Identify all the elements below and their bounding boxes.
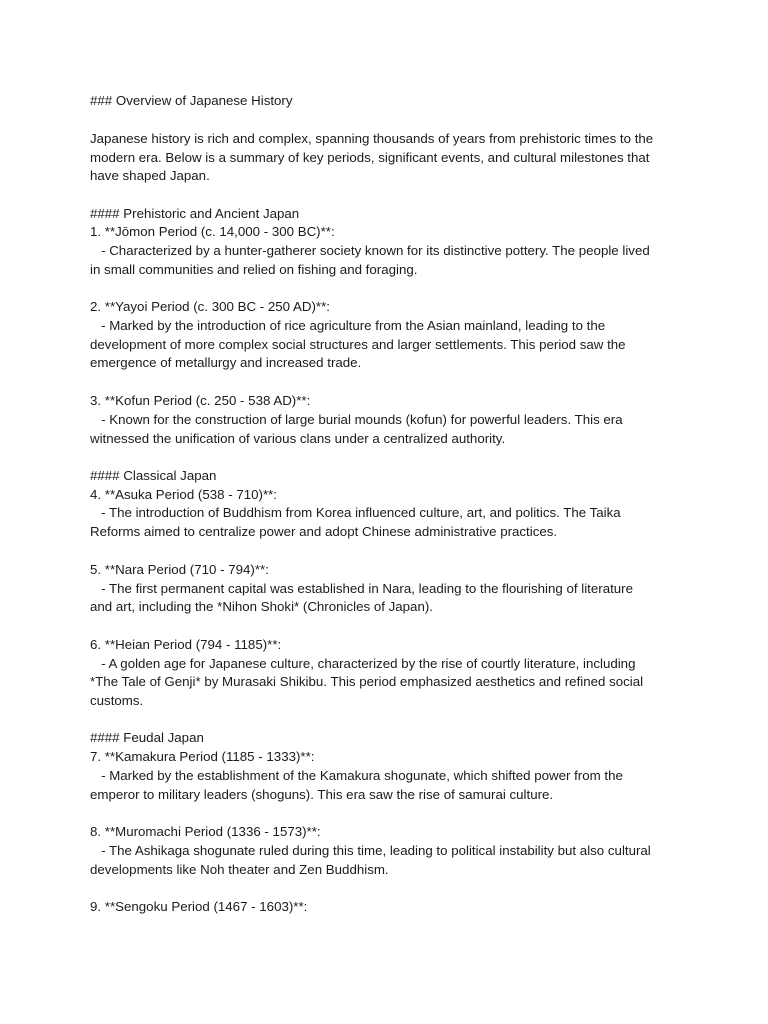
section-heading: #### Prehistoric and Ancient Japan <box>90 206 300 221</box>
period-heading: 9. **Sengoku Period (1467 - 1603)**: <box>90 899 308 914</box>
section-heading: #### Classical Japan <box>90 468 217 483</box>
period-description-line: *The Tale of Genji* by Murasaki Shikibu. This period emphasized aesthetics and refined social <box>90 674 644 689</box>
period-description-line: - Marked by the establishment of the Kamakura shogunate, which shifted power from the <box>90 768 623 783</box>
period-heading: 5. **Nara Period (710 - 794)**: <box>90 562 269 577</box>
intro-line: Japanese history is rich and complex, spanning thousands of years from prehistoric times to the <box>90 131 654 146</box>
period-heading: 6. **Heian Period (794 - 1185)**: <box>90 637 282 652</box>
period-description-line: and art, including the *Nihon Shoki* (Chronicles of Japan). <box>90 599 433 614</box>
period-description-line: developments like Noh theater and Zen Buddhism. <box>90 862 389 877</box>
period-heading: 1. **Jōmon Period (c. 14,000 - 300 BC)**: <box>90 224 335 239</box>
period-heading: 3. **Kofun Period (c. 250 - 538 AD)**: <box>90 393 311 408</box>
period-heading: 2. **Yayoi Period (c. 300 BC - 250 AD)**: <box>90 299 330 314</box>
period-description-line: - The Ashikaga shogunate ruled during this time, leading to political instability but also cultural <box>90 843 651 858</box>
period-heading: 8. **Muromachi Period (1336 - 1573)**: <box>90 824 321 839</box>
period-description-line: emperor to military leaders (shoguns). This era saw the rise of samurai culture. <box>90 787 554 802</box>
period-description-line: witnessed the unification of various clans under a centralized authority. <box>90 431 506 446</box>
period-description-line: customs. <box>90 693 144 708</box>
period-description-line: - A golden age for Japanese culture, characterized by the rise of courtly literature, including <box>90 656 636 671</box>
period-heading: 4. **Asuka Period (538 - 710)**: <box>90 487 278 502</box>
period-heading: 7. **Kamakura Period (1185 - 1333)**: <box>90 749 315 764</box>
period-description-line: - The first permanent capital was established in Nara, leading to the flourishing of literature <box>90 581 633 596</box>
period-description-line: Reforms aimed to centralize power and adopt Chinese administrative practices. <box>90 524 558 539</box>
intro-line: have shaped Japan. <box>90 168 210 183</box>
period-description-line: in small communities and relied on fishing and foraging. <box>90 262 418 277</box>
period-description-line: - Characterized by a hunter-gatherer society known for its distinctive pottery. The people lived <box>90 243 650 258</box>
period-description-line: emergence of metallurgy and increased trade. <box>90 355 362 370</box>
period-description-line: - Marked by the introduction of rice agriculture from the Asian mainland, leading to the <box>90 318 606 333</box>
period-description-line: development of more complex social structures and larger settlements. This period saw the <box>90 337 626 352</box>
period-description-line: - The introduction of Buddhism from Korea influenced culture, art, and politics. The Taika <box>90 505 621 520</box>
intro-line: modern era. Below is a summary of key periods, significant events, and cultural milestones that <box>90 150 650 165</box>
section-heading: #### Feudal Japan <box>90 730 204 745</box>
document-title: ### Overview of Japanese History <box>90 93 293 108</box>
period-description-line: - Known for the construction of large burial mounds (kofun) for powerful leaders. This era <box>90 412 623 427</box>
